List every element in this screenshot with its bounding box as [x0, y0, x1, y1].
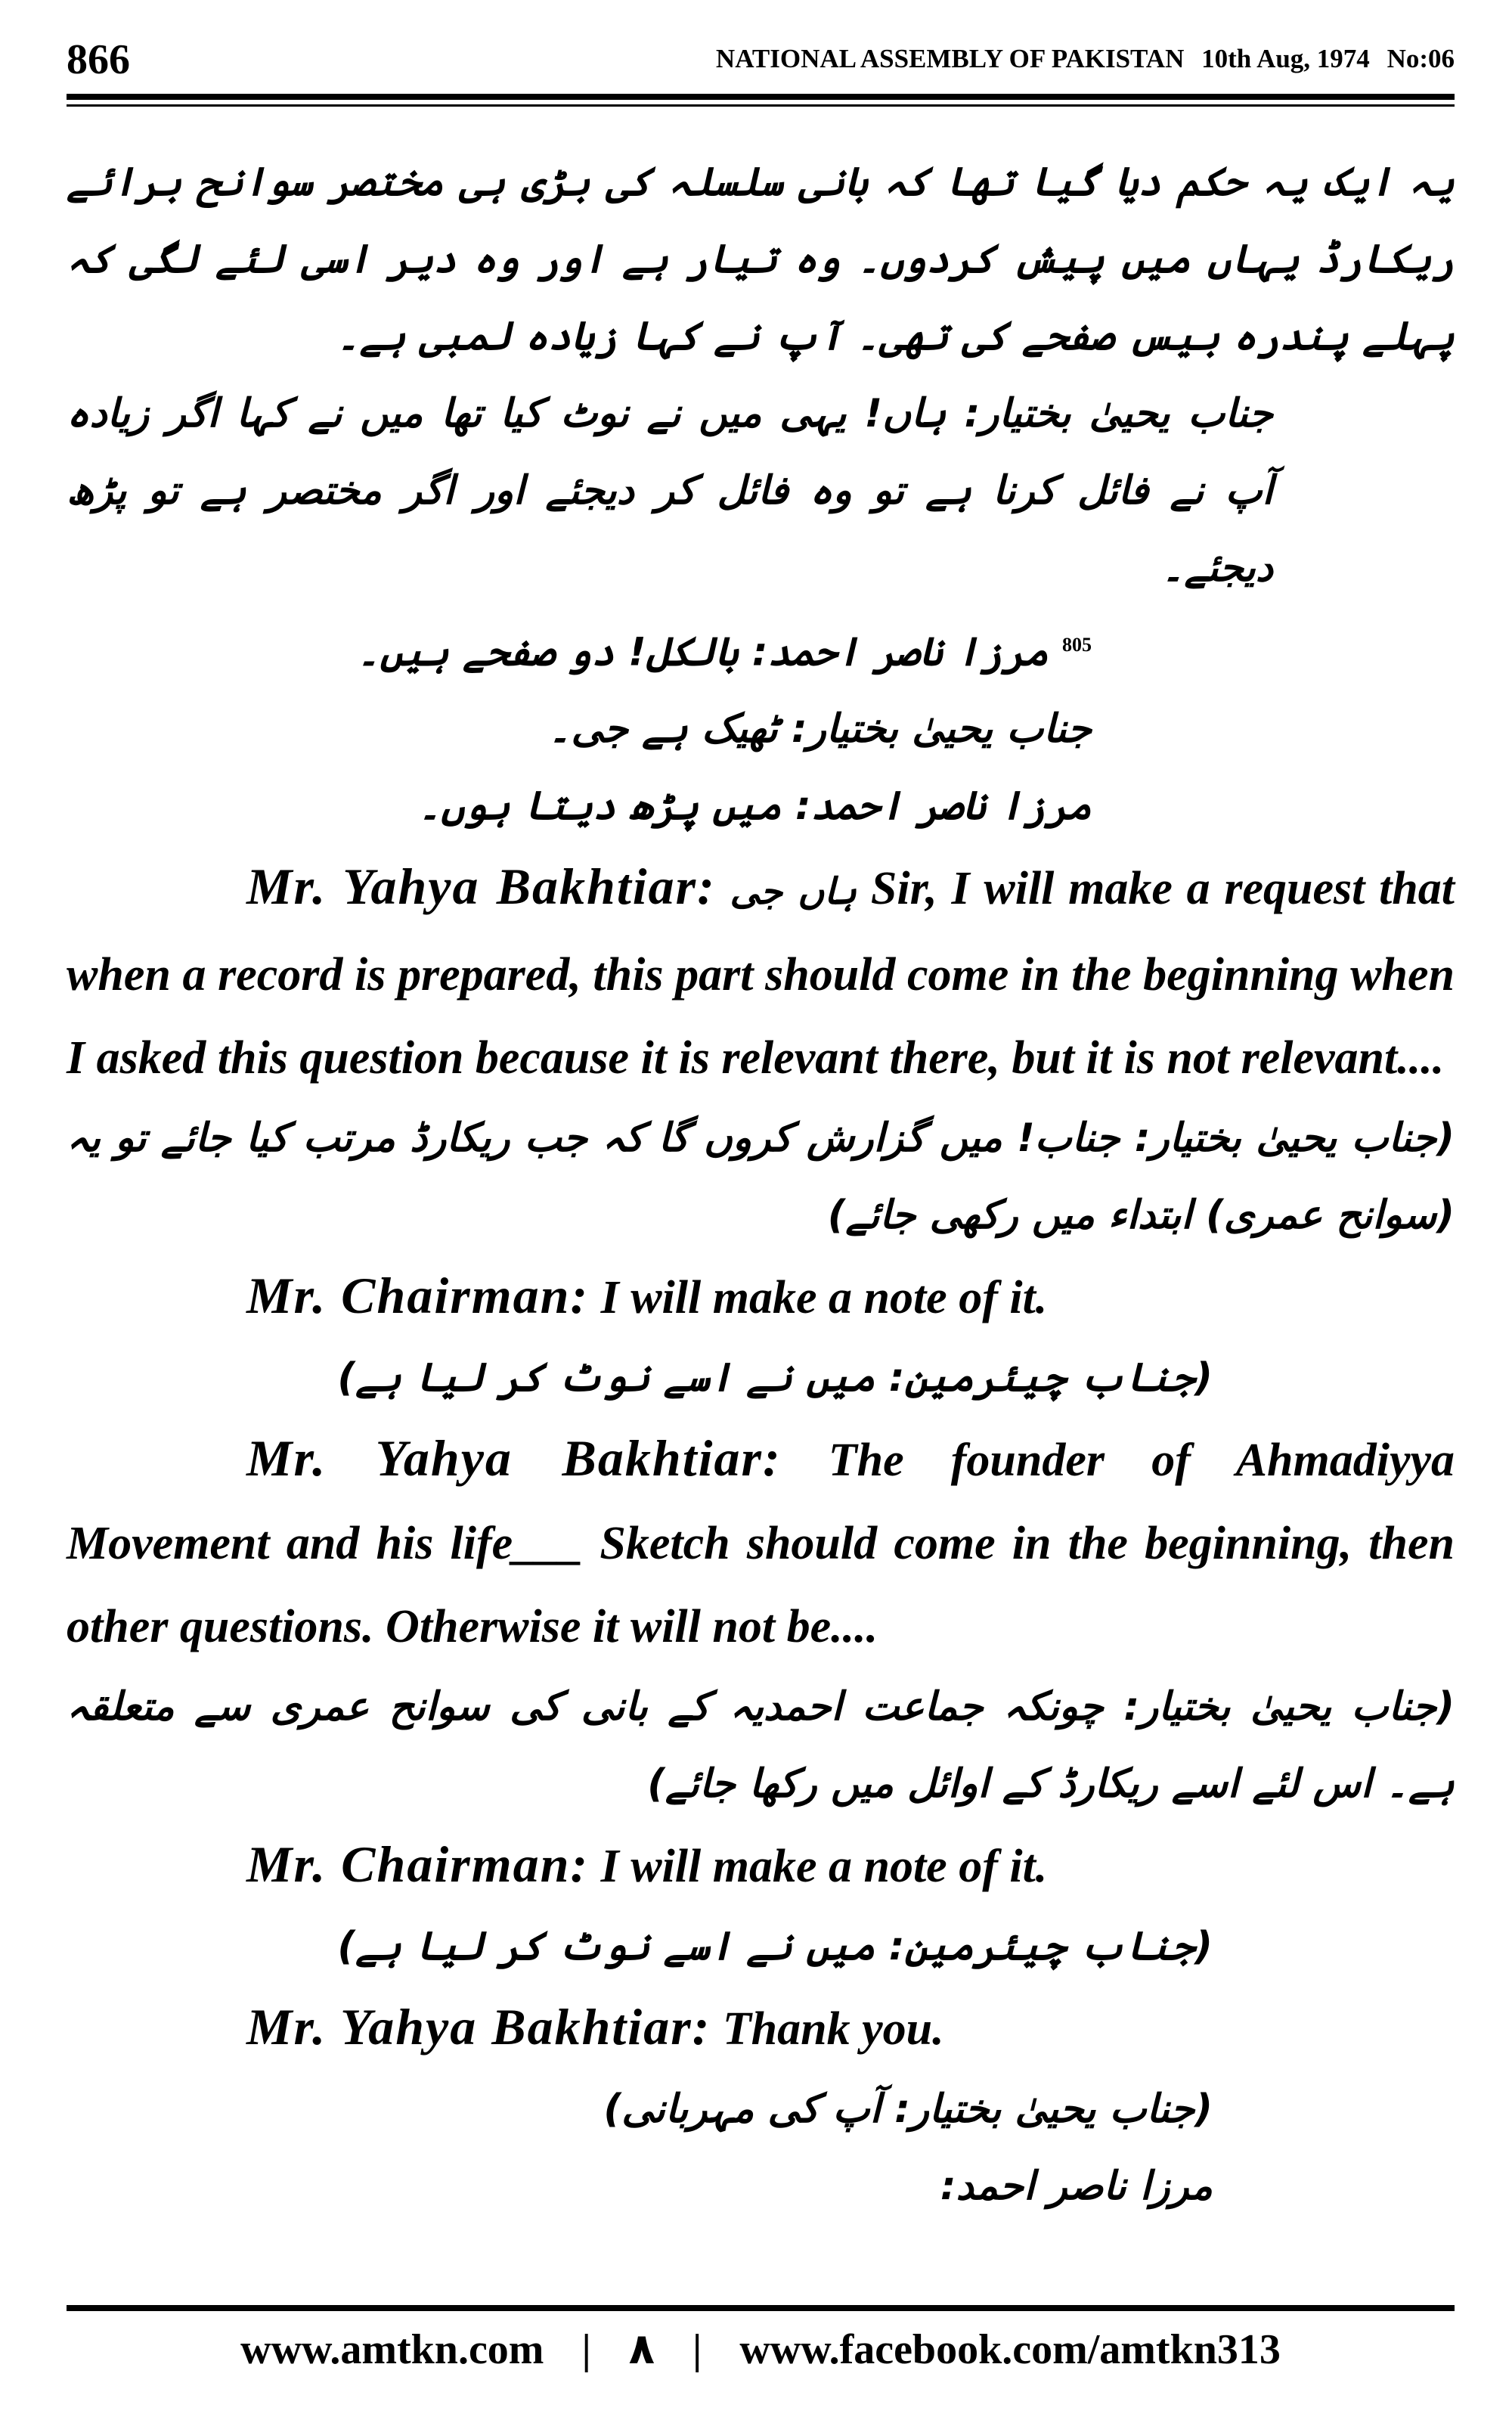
english-text: The founder of Ahmadiyya Movement and his life___ Sketch should come in the beginning, then other questions. Otherwise it will not be....: [67, 1435, 1455, 1653]
speaker-yahya-bakhtiar: Mr. Yahya Bakhtiar:: [246, 1998, 711, 2056]
page-number: 866: [67, 36, 130, 83]
speaker-chairman: Mr. Chairman:: [246, 1835, 590, 1894]
urdu-translation-3: (جناب یحییٰ بختیار: چونکہ جماعت احمدیہ کے بانی کی سوانح عمری سے متعلقہ ہے۔ اس لئے اسے ریکارڈ کے اوائل میں رکھا جائے): [67, 1684, 1455, 1807]
header-title: [705, 44, 1455, 74]
speaker-chairman: Mr. Chairman:: [246, 1267, 590, 1325]
urdu-text: بالکل! دو صفحے ہیں۔: [357, 629, 739, 675]
header-rule-thick: [67, 94, 1455, 100]
urdu-paragraph-bakhtiar-2: [67, 690, 1455, 768]
english-paragraph-bakhtiar-1: [67, 845, 1455, 1100]
speaker-bakhtiar: جناب یحییٰ بختیار:: [791, 706, 1092, 752]
page-footer: [67, 2325, 1455, 2374]
english-text: I will make a note of it.: [600, 1841, 1048, 1893]
speaker-yahya-bakhtiar: Mr. Yahya Bakhtiar:: [246, 858, 716, 916]
session-date: 10th Aug, 1974: [1201, 44, 1370, 73]
urdu-text: میں پڑھ دیتا ہوں۔: [417, 783, 782, 830]
english-paragraph-chairman-1: [67, 1254, 1455, 1339]
transcript-body: [67, 144, 1455, 2225]
footer-page-marker: ٨: [628, 2325, 655, 2374]
speaker-bakhtiar: جناب یحییٰ بختیار:: [964, 391, 1273, 436]
speaker-nasir: مرزا ناصر احمد:: [795, 783, 1092, 830]
urdu-paragraph-intro: یہ ایک یہ حکم دیا گیا تھا کہ بانی سلسلہ کی بڑی ہی مختصر سوانح برائے ریکارڈ یہاں میں پیش کردوں۔ وہ تیار ہے اور وہ دیر اسی لئے لگی کہ پہلے پندرہ بیس صفحے کی تھی۔ آپ نے کہا زیادہ لمبی ہے۔: [67, 160, 1455, 359]
footnote-ref: 805: [1062, 634, 1092, 656]
urdu-paragraph-nasir-1: [67, 607, 1455, 690]
english-paragraph-bakhtiar-2: [67, 1416, 1455, 1668]
footer-separator: |: [692, 2326, 702, 2373]
footer-website-link[interactable]: www.amtkn.com: [240, 2326, 544, 2373]
issue-number: No:06: [1387, 44, 1455, 73]
footer-facebook-link[interactable]: www.facebook.com/amtkn313: [739, 2326, 1281, 2373]
urdu-translation-2: (جناب چیئرمین: میں نے اسے نوٹ کر لیا ہے): [337, 1355, 1213, 1401]
english-text: I will make a note of it.: [600, 1272, 1048, 1324]
inline-urdu: ہاں جی: [730, 870, 857, 914]
urdu-paragraph-nasir-2: [67, 768, 1455, 845]
footer-separator: |: [581, 2326, 591, 2373]
urdu-paragraph-bakhtiar-1: [67, 375, 1455, 607]
header-rule-thin: [67, 104, 1455, 107]
english-text: Sir, I will make a request that when a record is prepared, this part should come in the beginning when I asked this question because it is relevant there, but it is not relevant....: [67, 863, 1455, 1084]
footer-rule: [67, 2305, 1455, 2311]
english-paragraph-bakhtiar-3: [67, 1985, 1455, 2071]
english-paragraph-chairman-2: [67, 1823, 1455, 1908]
speaker-yahya-bakhtiar: Mr. Yahya Bakhtiar:: [246, 1429, 782, 1488]
speaker-nasir: مرزا ناصر احمد:: [751, 629, 1049, 675]
urdu-text: ٹھیک ہے جی۔: [548, 706, 778, 752]
assembly-name: NATIONAL ASSEMBLY OF PAKISTAN: [715, 44, 1185, 73]
urdu-speaker-nasir-final: مرزا ناصر احمد:: [940, 2164, 1213, 2210]
urdu-translation-1: (جناب یحییٰ بختیار: جناب! میں گزارش کروں گا کہ جب ریکارڈ مرتب کیا جائے تو یہ (سوانح عمری) ابتداء میں رکھی جائے): [67, 1115, 1455, 1239]
page-header: [67, 33, 1455, 94]
urdu-text: ہاں! یہی میں نے نوٹ کیا تھا میں نے کہا اگر زیادہ آپ نے فائل کرنا ہے تو وہ فائل کر دیجئے اور اگر مختصر ہے تو پڑھ دیجئے۔: [67, 391, 1273, 591]
urdu-translation-4: (جناب چیئرمین: میں نے اسے نوٹ کر لیا ہے): [337, 1924, 1213, 1970]
urdu-translation-5: (جناب یحییٰ بختیار: آپ کی مہربانی): [603, 2086, 1213, 2133]
english-text: Thank you.: [722, 2003, 944, 2055]
